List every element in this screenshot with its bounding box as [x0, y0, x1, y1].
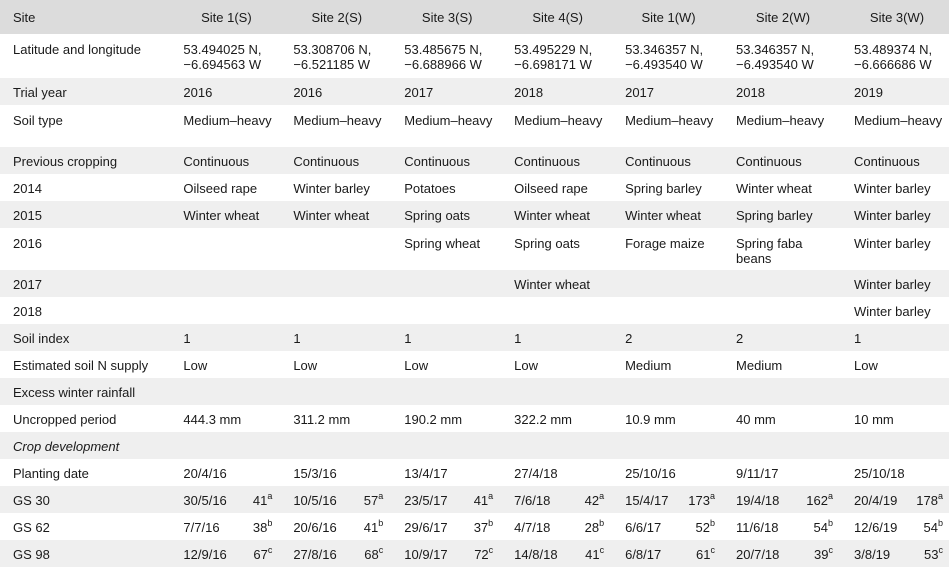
gs-date: 6/6/17: [625, 520, 662, 535]
gs-footnote-mark: a: [937, 491, 943, 501]
gs-nitrogen-value: 37: [473, 520, 489, 535]
table-cell: Winter wheat: [183, 208, 260, 223]
gs-date: 23/5/17: [404, 493, 448, 508]
table-cell: 2017: [625, 85, 655, 100]
table-cell: Spring barley: [625, 181, 702, 196]
table-cell: 53.485675 N, −6.688966 W: [404, 42, 483, 72]
table-cell: 2: [736, 331, 744, 346]
table-cell: Winter barley: [854, 208, 931, 223]
table-cell: 25/10/18: [854, 466, 905, 481]
table-cell: Medium–heavy: [404, 113, 493, 128]
growth-stage-cell: [839, 540, 949, 567]
table-cell: Medium–heavy: [736, 113, 825, 128]
table-cell: 1: [183, 331, 191, 346]
gs-footnote-mark: c: [710, 545, 716, 555]
table-cell: 444.3 mm: [183, 412, 242, 427]
table-cell: [610, 378, 721, 405]
table-cell: Winter barley: [293, 181, 370, 196]
gs-nitrogen-value: 178: [916, 493, 938, 508]
growth-stage-cell: [389, 486, 499, 513]
table-row: [0, 174, 949, 201]
table-cell: 2016: [183, 85, 213, 100]
gs-nitrogen: [814, 547, 833, 562]
gs-date: 7/6/18: [514, 493, 551, 508]
table-cell: Forage maize: [625, 236, 705, 251]
table-cell: 53.346357 N, −6.493540 W: [625, 42, 704, 72]
table-cell: 2017: [404, 85, 434, 100]
row-label: GS 62: [13, 520, 50, 535]
gs-date: 20/4/19: [854, 493, 898, 508]
table-cell: 27/4/18: [514, 466, 558, 481]
gs-date: 30/5/16: [183, 493, 227, 508]
table-cell: Winter wheat: [736, 181, 812, 196]
row-label: Estimated soil N supply: [13, 358, 149, 373]
gs-nitrogen: [253, 520, 272, 535]
header-cell: Site 4(S): [532, 9, 583, 25]
table-cell: [610, 270, 721, 297]
growth-stage-cell: [610, 540, 721, 567]
table-cell: Continuous: [514, 154, 580, 169]
growth-stage-cell: [278, 513, 389, 540]
table-cell: [839, 432, 949, 459]
table-cell: 53.489374 N, −6.666686 W: [854, 42, 933, 72]
table-cell: [168, 297, 278, 324]
table-row: [0, 351, 949, 378]
table-row: [0, 324, 949, 351]
table-cell: Medium: [736, 358, 783, 373]
gs-nitrogen: [585, 493, 604, 508]
gs-date: 19/4/18: [736, 493, 780, 508]
gs-nitrogen: [364, 520, 383, 535]
table-cell: Low: [514, 358, 539, 373]
table-row: [0, 297, 949, 324]
table-cell: [839, 378, 949, 405]
gs-nitrogen: [474, 520, 493, 535]
row-label: Uncropped period: [13, 412, 117, 427]
gs-footnote-mark: b: [267, 518, 273, 528]
table-cell: Continuous: [625, 154, 691, 169]
gs-nitrogen-value: 42: [584, 493, 600, 508]
table-cell: 53.495229 N, −6.698171 W: [514, 42, 593, 72]
gs-date: 12/9/16: [183, 547, 227, 562]
row-label: Excess winter rainfall: [13, 385, 136, 400]
gs-footnote-mark: b: [488, 518, 494, 528]
gs-nitrogen: [688, 493, 715, 508]
gs-footnote-mark: c: [378, 545, 384, 555]
table-cell: Oilseed rape: [183, 181, 258, 196]
table-cell: Continuous: [183, 154, 250, 169]
table-cell: 53.346357 N, −6.493540 W: [736, 42, 815, 72]
gs-nitrogen-value: 41: [585, 547, 600, 562]
gs-nitrogen-value: 52: [695, 520, 710, 535]
gs-footnote-mark: b: [710, 518, 716, 528]
row-label: Soil index: [13, 331, 70, 346]
table-row: [0, 34, 949, 78]
gs-nitrogen-value: 28: [584, 520, 600, 535]
header-row: [0, 0, 949, 34]
gs-footnote-mark: a: [488, 491, 494, 501]
header-cell: Site 3(S): [421, 9, 473, 25]
gs-footnote-mark: a: [599, 491, 605, 501]
table-cell: 1: [854, 331, 862, 346]
row-label: 2014: [13, 181, 42, 196]
table-cell: 53.494025 N, −6.694563 W: [183, 42, 262, 72]
gs-date: 6/8/17: [625, 547, 662, 562]
table-cell: [278, 297, 389, 324]
gs-footnote-mark: b: [827, 518, 833, 528]
gs-nitrogen: [916, 493, 943, 508]
table-cell: Medium–heavy: [625, 113, 714, 128]
gs-footnote-mark: a: [267, 491, 273, 501]
gs-nitrogen: [806, 493, 833, 508]
gs-date: 29/6/17: [404, 520, 448, 535]
table-cell: 2018: [514, 85, 544, 100]
header-cell: Site 2(S): [311, 9, 363, 25]
table-cell: Potatoes: [404, 181, 456, 196]
gs-nitrogen-value: 61: [696, 547, 711, 562]
table-cell: [278, 228, 389, 270]
row-label: GS 98: [13, 547, 50, 562]
table-cell: 10.9 mm: [625, 412, 676, 427]
table-row: [0, 405, 949, 432]
table-cell: Winter wheat: [514, 277, 591, 292]
gs-nitrogen-value: 57: [363, 493, 379, 508]
table-cell: Winter barley: [854, 236, 931, 251]
header-cell: Site: [13, 9, 36, 25]
table-cell: [499, 378, 610, 405]
gs-nitrogen: [585, 547, 604, 562]
growth-stage-cell: [389, 540, 499, 567]
gs-date: 10/5/16: [293, 493, 337, 508]
table-cell: [278, 378, 389, 405]
gs-date: 20/7/18: [736, 547, 780, 562]
gs-nitrogen: [364, 493, 383, 508]
growth-stage-cell: [168, 486, 278, 513]
table-cell: [721, 432, 839, 459]
gs-footnote-mark: b: [599, 518, 605, 528]
row-label: 2017: [13, 277, 42, 292]
gs-footnote-mark: c: [599, 545, 605, 555]
table-cell: Winter wheat: [293, 208, 370, 223]
growth-stage-cell: [610, 486, 721, 513]
gs-nitrogen: [696, 547, 715, 562]
growth-stage-cell: [721, 486, 839, 513]
table-cell: [168, 228, 278, 270]
gs-footnote-mark: a: [827, 491, 833, 501]
table-cell: 10 mm: [854, 412, 894, 427]
growth-stage-cell: [278, 540, 389, 567]
table-cell: Continuous: [293, 154, 360, 169]
gs-date: 15/4/17: [625, 493, 669, 508]
row-label: Previous cropping: [13, 154, 118, 169]
gs-footnote-mark: a: [378, 491, 384, 501]
gs-nitrogen-value: 39: [814, 547, 829, 562]
growth-stage-cell: [499, 513, 610, 540]
table-cell: 2019: [854, 85, 883, 100]
gs-date: 14/8/18: [514, 547, 558, 562]
gs-date: 27/8/16: [293, 547, 337, 562]
table-row: [0, 78, 949, 105]
gs-nitrogen-value: 68: [364, 547, 379, 562]
gs-nitrogen: [474, 493, 493, 508]
table-cell: Winter wheat: [625, 208, 701, 223]
gs-nitrogen-value: 67: [253, 547, 268, 562]
table-cell: [610, 432, 721, 459]
gs-footnote-mark: c: [488, 545, 494, 555]
table-cell: 25/10/16: [625, 466, 676, 481]
table-cell: Spring faba beans: [736, 236, 803, 266]
table-cell: [721, 270, 839, 297]
growth-stage-cell: [610, 513, 721, 540]
gs-date: 4/7/18: [514, 520, 551, 535]
growth-stage-cell: [278, 486, 389, 513]
table-cell: 322.2 mm: [514, 412, 572, 427]
table-row: [0, 432, 949, 459]
table-cell: 40 mm: [736, 412, 776, 427]
gs-nitrogen-value: 53: [924, 547, 939, 562]
table-row: [0, 105, 949, 147]
table-cell: 190.2 mm: [404, 412, 463, 427]
gs-nitrogen-value: 54: [813, 520, 828, 535]
table-cell: [610, 297, 721, 324]
table-cell: Spring oats: [404, 208, 471, 223]
growth-stage-cell: [168, 513, 278, 540]
gs-date: 10/9/17: [404, 547, 448, 562]
gs-nitrogen: [814, 520, 833, 535]
table-cell: [499, 297, 610, 324]
gs-date: 20/6/16: [293, 520, 337, 535]
table-cell: Low: [854, 358, 878, 373]
table-row: [0, 270, 949, 297]
gs-nitrogen: [924, 547, 943, 562]
growth-stage-cell: [839, 486, 949, 513]
table-cell: [721, 378, 839, 405]
growth-stage-cell: [721, 513, 839, 540]
row-label: Soil type: [13, 113, 63, 128]
table-cell: Medium–heavy: [514, 113, 603, 128]
header-cell: Site 2(W): [755, 9, 811, 25]
table-cell: 20/4/16: [183, 466, 227, 481]
table-row: [0, 540, 949, 567]
table-cell: 1: [293, 331, 301, 346]
table-row: [0, 378, 949, 405]
table-cell: Oilseed rape: [514, 181, 588, 196]
gs-nitrogen-value: 72: [474, 547, 489, 562]
growth-stage-cell: [499, 540, 610, 567]
table-cell: Winter wheat: [514, 208, 591, 223]
table-cell: Spring wheat: [404, 236, 481, 251]
gs-footnote-mark: c: [828, 545, 833, 555]
gs-footnote-mark: a: [710, 491, 716, 501]
table-cell: 53.308706 N, −6.521185 W: [293, 42, 372, 72]
gs-date: 12/6/19: [854, 520, 898, 535]
table-cell: Low: [183, 358, 208, 373]
gs-footnote-mark: b: [937, 518, 943, 528]
growth-stage-cell: [499, 486, 610, 513]
table-cell: [278, 432, 389, 459]
gs-footnote-mark: b: [378, 518, 384, 528]
table-cell: Medium–heavy: [854, 113, 943, 128]
table-cell: 2018: [736, 85, 765, 100]
table-cell: Winter barley: [854, 277, 931, 292]
row-label: GS 30: [13, 493, 50, 508]
gs-nitrogen: [474, 547, 493, 562]
row-label: 2015: [13, 208, 42, 223]
row-label: 2016: [13, 236, 42, 251]
table-cell: [389, 297, 499, 324]
table-cell: [278, 270, 389, 297]
growth-stage-cell: [389, 513, 499, 540]
gs-date: 11/6/18: [736, 520, 779, 535]
gs-nitrogen-value: 41: [252, 493, 268, 508]
gs-nitrogen: [253, 547, 272, 562]
table-cell: [168, 270, 278, 297]
table-cell: Low: [404, 358, 429, 373]
header-cell: Site 1(S): [201, 9, 252, 25]
gs-date: 3/8/19: [854, 547, 891, 562]
table-cell: [389, 378, 499, 405]
table-row: [0, 513, 949, 540]
table-cell: Continuous: [404, 154, 471, 169]
table-row: [0, 459, 949, 486]
table-cell: Spring oats: [514, 236, 580, 251]
table-cell: Medium–heavy: [293, 113, 382, 128]
table-row: [0, 228, 949, 270]
table-cell: 311.2 mm: [293, 412, 351, 427]
gs-nitrogen-value: 54: [923, 520, 938, 535]
gs-nitrogen: [696, 520, 715, 535]
gs-nitrogen: [253, 493, 272, 508]
gs-nitrogen: [924, 520, 943, 535]
gs-nitrogen-value: 38: [252, 520, 268, 535]
table-cell: 1: [514, 331, 522, 346]
header-cell: Site 3(W): [869, 9, 925, 25]
table-cell: [389, 432, 499, 459]
table-cell: 15/3/16: [293, 466, 337, 481]
row-label: Trial year: [13, 85, 67, 100]
table-row: [0, 201, 949, 228]
table-cell: [389, 270, 499, 297]
table-cell: Winter barley: [854, 181, 931, 196]
header-cell: Site 1(W): [641, 9, 696, 25]
gs-nitrogen-value: 162: [806, 493, 828, 508]
table-cell: [168, 432, 278, 459]
row-label: 2018: [13, 304, 42, 319]
gs-nitrogen: [364, 547, 383, 562]
table-cell: [721, 297, 839, 324]
table-cell: 1: [404, 331, 412, 346]
table-cell: 2016: [293, 85, 323, 100]
gs-nitrogen-value: 173: [688, 493, 710, 508]
table-cell: Medium: [625, 358, 672, 373]
table-cell: Low: [293, 358, 318, 373]
table-row: [0, 147, 949, 174]
gs-nitrogen-value: 41: [473, 493, 489, 508]
gs-nitrogen-value: 41: [363, 520, 379, 535]
table-row: [0, 486, 949, 513]
table-cell: 2: [625, 331, 633, 346]
table-cell: Continuous: [854, 154, 920, 169]
table-cell: Winter barley: [854, 304, 931, 319]
table-cell: Spring barley: [736, 208, 813, 223]
gs-nitrogen: [585, 520, 604, 535]
row-label: Crop development: [13, 439, 120, 454]
table-cell: Continuous: [736, 154, 802, 169]
row-label: Latitude and longitude: [13, 42, 141, 57]
table-cell: [168, 378, 278, 405]
gs-footnote-mark: c: [267, 545, 273, 555]
row-label: Planting date: [13, 466, 89, 481]
table-cell: 9/11/17: [736, 466, 779, 481]
gs-footnote-mark: c: [938, 545, 943, 555]
growth-stage-cell: [839, 513, 949, 540]
growth-stage-cell: [168, 540, 278, 567]
table-cell: Medium–heavy: [183, 113, 272, 128]
growth-stage-cell: [721, 540, 839, 567]
table-cell: [499, 432, 610, 459]
table-cell: 13/4/17: [404, 466, 448, 481]
gs-date: 7/7/16: [183, 520, 220, 535]
